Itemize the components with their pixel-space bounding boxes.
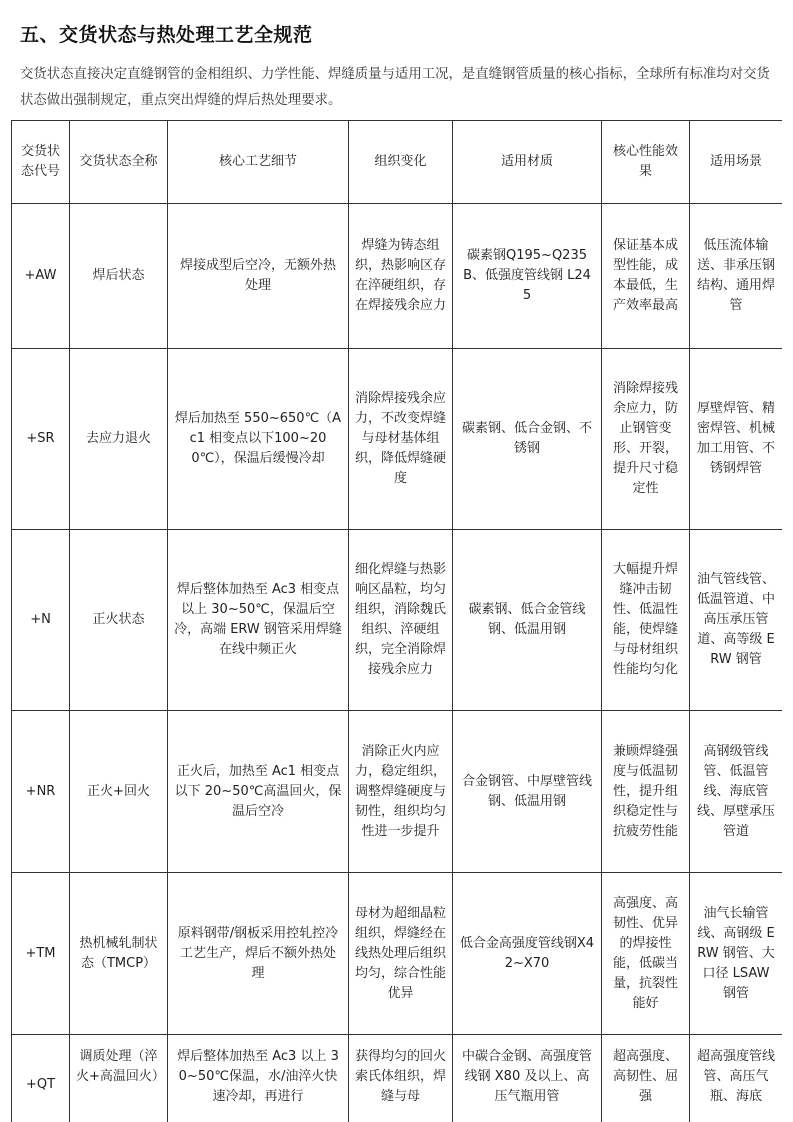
table-cell: 消除焊接残余应力，不改变焊缝与母材基体组织，降低焊缝硬度: [349, 349, 453, 530]
table-cell: 超高强度管线管、高压气瓶、海底: [690, 1035, 783, 1122]
table-cell: 焊后状态: [70, 204, 168, 349]
table-row: [12, 530, 783, 711]
table-cell: 焊后加热至 550~650℃（Ac1 相变点以下100~200℃），保温后缓慢冷却: [168, 349, 349, 530]
table-cell: 厚壁焊管、精密焊管、机械加工用管、不锈钢焊管: [690, 349, 783, 530]
table-header-row: [12, 121, 783, 204]
table-cell: +TM: [12, 873, 70, 1035]
table-cell: +QT: [12, 1035, 70, 1122]
table-cell: 消除焊接残余应力，防止钢管变形、开裂，提升尺寸稳定性: [602, 349, 690, 530]
header-cell: 适用场景: [690, 121, 783, 204]
table-cell: 高钢级管线管、低温管线、海底管线、厚壁承压管道: [690, 711, 783, 873]
table-cell: 母材为超细晶粒组织，焊缝经在线热处理后组织均匀，综合性能优异: [349, 873, 453, 1035]
table-cell: 碳素钢Q195~Q235B、低强度管线钢 L245: [453, 204, 602, 349]
table-cell: 原料钢带/钢板采用控轧控冷工艺生产，焊后不额外热处理: [168, 873, 349, 1035]
table-cell: 合金钢管、中厚壁管线钢、低温用钢: [453, 711, 602, 873]
table-cell: 正火状态: [70, 530, 168, 711]
table-cell: +AW: [12, 204, 70, 349]
table-cell: 碳素钢、低合金管线钢、低温用钢: [453, 530, 602, 711]
table-cell: 焊接成型后空冷，无额外热处理: [168, 204, 349, 349]
table-cell: 焊后整体加热至 Ac3 相变点以上 30~50℃，保温后空冷，高端 ERW 钢管采用焊缝在线中频正火: [168, 530, 349, 711]
delivery-state-table-wrapper: [11, 120, 782, 1122]
header-cell: 核心性能效果: [602, 121, 690, 204]
table-row: [12, 873, 783, 1035]
header-cell: 交货状态全称: [70, 121, 168, 204]
table-cell: 调质处理（淬火+高温回火）: [70, 1035, 168, 1122]
header-cell: 交货状态代号: [12, 121, 70, 204]
table-cell: 焊后整体加热至 Ac3 以上 30~50℃保温，水/油淬火快速冷却，再进行: [168, 1035, 349, 1122]
table-cell: 消除正火内应力，稳定组织，调整焊缝硬度与韧性，组织均匀性进一步提升: [349, 711, 453, 873]
table-cell: 获得均匀的回火索氏体组织，焊缝与母: [349, 1035, 453, 1122]
table-cell: 去应力退火: [70, 349, 168, 530]
table-row: [12, 349, 783, 530]
header-cell: 适用材质: [453, 121, 602, 204]
table-cell: 大幅提升焊缝冲击韧性、低温性能，使焊缝与母材组织性能均匀化: [602, 530, 690, 711]
table-cell: 焊缝为铸态组织，热影响区存在淬硬组织，存在焊接残余应力: [349, 204, 453, 349]
delivery-state-table: [11, 120, 782, 1122]
table-cell: 正火后，加热至 Ac1 相变点以下 20~50℃高温回火，保温后空冷: [168, 711, 349, 873]
header-cell: 核心工艺细节: [168, 121, 349, 204]
table-cell: 油气管线管、低温管道、中高压承压管道、高等级 ERW 钢管: [690, 530, 783, 711]
table-cell: 保证基本成型性能，成本最低，生产效率最高: [602, 204, 690, 349]
table-cell: 兼顾焊缝强度与低温韧性，提升组织稳定性与抗疲劳性能: [602, 711, 690, 873]
section-heading: 五、交货状态与热处理工艺全规范: [20, 24, 313, 46]
table-cell: +SR: [12, 349, 70, 530]
table-cell: +N: [12, 530, 70, 711]
table-cell: 高强度、高韧性、优异的焊接性能，低碳当量，抗裂性能好: [602, 873, 690, 1035]
table-cell: 中碳合金钢、高强度管线钢 X80 及以上、高压气瓶用管: [453, 1035, 602, 1122]
table-cell: 碳素钢、低合金钢、不锈钢: [453, 349, 602, 530]
table-cell: 低合金高强度管线钢X42~X70: [453, 873, 602, 1035]
table-row: [12, 204, 783, 349]
intro-paragraph: 交货状态直接决定直缝钢管的金相组织、力学性能、焊缝质量与适用工况，是直缝钢管质量的核心指标，全球所有标准均对交货状态做出强制规定，重点突出焊缝的焊后热处理要求。: [20, 67, 770, 108]
table-cell: +NR: [12, 711, 70, 873]
table-row: [12, 1035, 783, 1122]
table-cell: 热机械轧制状态（TMCP）: [70, 873, 168, 1035]
header-cell: 组织变化: [349, 121, 453, 204]
table-cell: 油气长输管线、高钢级 ERW 钢管、大口径 LSAW 钢管: [690, 873, 783, 1035]
table-row: [12, 711, 783, 873]
table-cell: 低压流体输送、非承压钢结构、通用焊管: [690, 204, 783, 349]
table-cell: 正火+回火: [70, 711, 168, 873]
table-cell: 超高强度、高韧性、屈强: [602, 1035, 690, 1122]
table-cell: 细化焊缝与热影响区晶粒，均匀组织，消除魏氏组织、淬硬组织，完全消除焊接残余应力: [349, 530, 453, 711]
